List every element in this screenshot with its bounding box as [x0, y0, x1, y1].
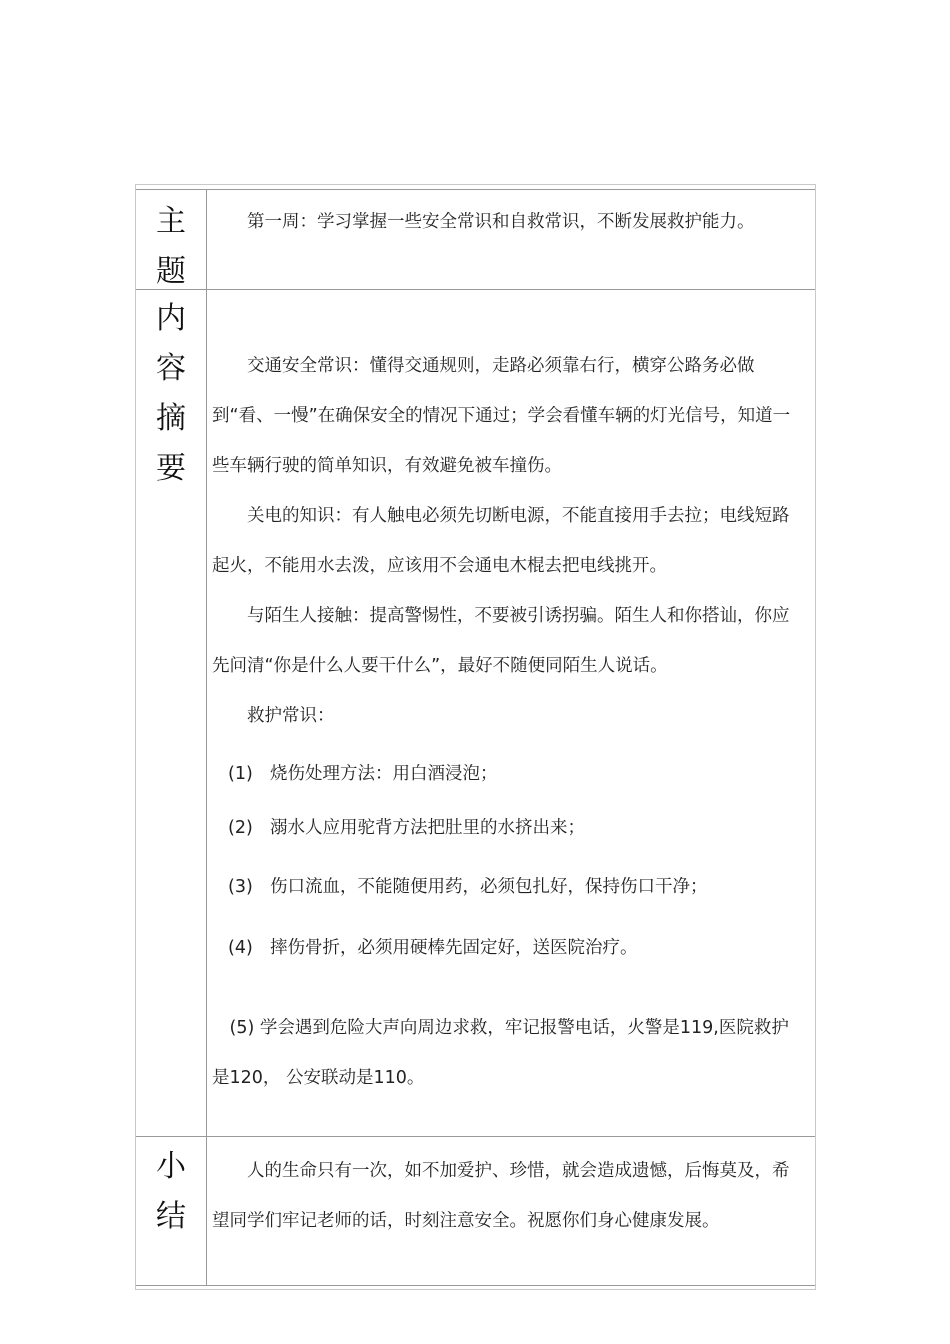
conclusion-label-char: 小: [156, 1149, 186, 1184]
rescue-item-number: (1): [228, 764, 253, 784]
traffic-safety-paragraph: 交通安全常识：懂得交通规则，走路必须靠右行，横穿公路务必做到“看、一慢”在确保安全的情况下通过；学会看懂车辆的灯光信号，知道一些车辆行驶的简单知识，有效避免被车撞伤。: [212, 356, 791, 476]
rescue-item-text: 摔伤骨折，必须用硬棒先固定好，送医院治疗。: [270, 938, 638, 958]
summary-label-char: 要: [156, 451, 186, 486]
emergency-numbers-paragraph: (5) 学会遇到危险大声向周边求救，牢记报警电话，火警是119,医院救护是120， 公安联动是110。: [212, 1018, 789, 1088]
theme-label-char: 题: [156, 254, 186, 289]
table-top-border: [136, 189, 815, 190]
rescue-item-text: 伤口流血，不能随便用药，必须包扎好，保持伤口干净；: [270, 877, 708, 897]
electric-safety-paragraph: 关电的知识：有人触电必须先切断电源，不能直接用手去拉；电线短路起火，不能用水去泼，应该用不会通电木棍去把电线挑开。: [212, 506, 790, 576]
stranger-safety-paragraph: 与陌生人接触：提高警惕性，不要被引诱拐骗。陌生人和你搭讪，你应先问清“你是什么人要干什么”，最好不随便同陌生人说话。: [212, 606, 790, 676]
rescue-item-2: [212, 813, 585, 843]
rescue-item-4: [212, 933, 638, 963]
conclusion-cell: [212, 1146, 802, 1246]
row-divider-summary: [136, 1136, 815, 1137]
theme-label: [136, 197, 206, 297]
rescue-item-3: [212, 872, 708, 902]
theme-text: 第一周：学习掌握一些安全常识和自救常识，不断发展救护能力。: [247, 212, 755, 232]
emergency-numbers-cell: [212, 1003, 802, 1103]
rescue-title: 救护常识：: [247, 706, 335, 726]
conclusion-label: [136, 1142, 206, 1242]
conclusion-text: 人的生命只有一次，如不加爱护、珍惜，就会造成遗憾，后悔莫及，希望同学们牢记老师的话，时刻注意安全。祝愿你们身心健康发展。: [212, 1161, 790, 1231]
rescue-item-number: (3): [228, 877, 253, 897]
rescue-item-number: (4): [228, 938, 253, 958]
summary-label-char: 容: [156, 351, 186, 386]
conclusion-label-char: 结: [156, 1199, 186, 1234]
table-bottom-border: [136, 1285, 815, 1286]
summary-label-char: 内: [156, 301, 186, 336]
column-divider: [206, 189, 207, 1286]
row-divider-theme: [136, 289, 815, 290]
theme-label-char: 主: [156, 204, 186, 239]
rescue-item-text: 烧伤处理方法：用白酒浸泡；: [270, 764, 498, 784]
summary-label-char: 摘: [156, 401, 186, 436]
theme-cell: [212, 197, 802, 247]
rescue-item-number: (2): [228, 818, 253, 838]
lesson-table: [135, 184, 816, 1290]
rescue-item-1: [212, 759, 498, 789]
summary-cell: [212, 341, 802, 741]
summary-label: [136, 294, 206, 494]
rescue-item-text: 溺水人应用驼背方法把肚里的水挤出来；: [270, 818, 585, 838]
